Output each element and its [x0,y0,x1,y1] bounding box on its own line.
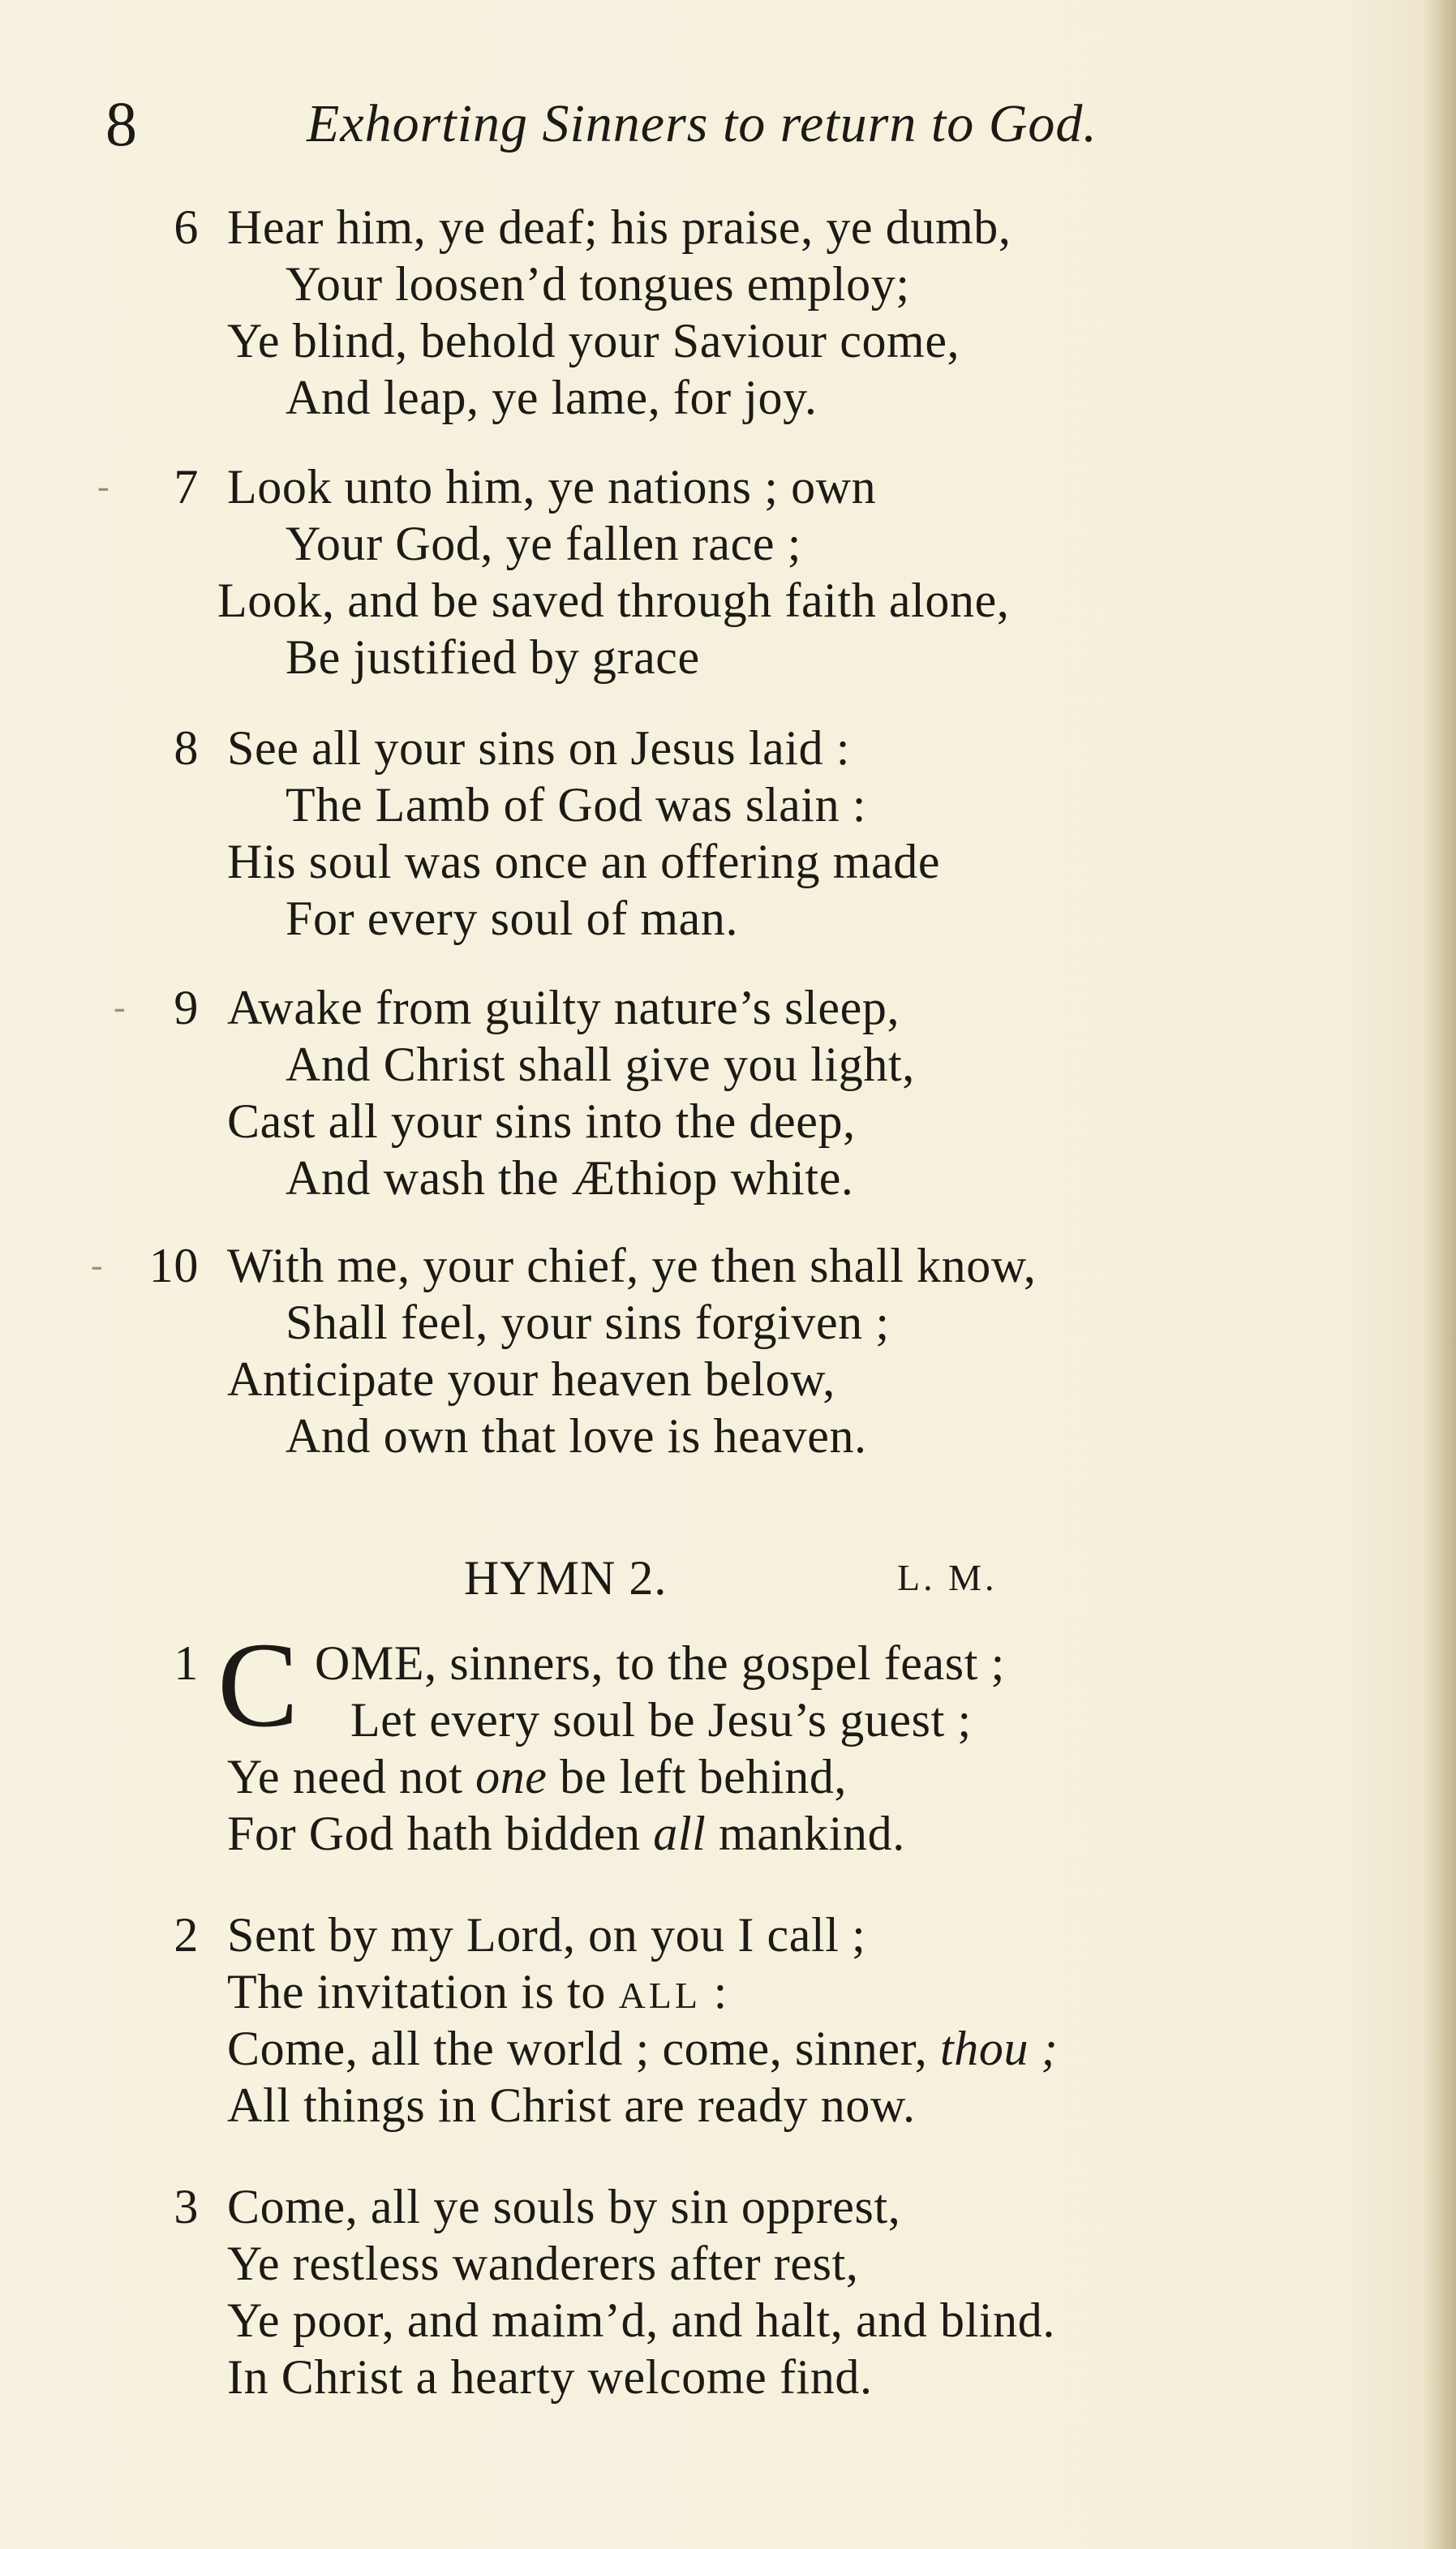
small-caps-text: ALL [618,1975,701,2016]
verse-text: Ye need not [227,1750,476,1803]
verse-line: See all your sins on Jesus laid : [227,721,851,775]
stanza-line [0,2077,1456,2134]
stanza-line [0,629,1456,686]
verse-text: mankind. [706,1807,905,1860]
stanza-line [0,1150,1456,1206]
stanza-line [0,720,1456,776]
verse-line: Let every soul be Jesu’s guest ; [350,1693,972,1747]
verse-line: Your God, ye fallen race ; [286,517,801,570]
stanza-number: 2 [174,1908,199,1962]
verse-line: And own that love is heaven. [286,1409,867,1463]
stanza-line [0,890,1456,947]
stanza-number: 1 [174,1636,199,1690]
stanza-line [0,2349,1456,2405]
verse-line [227,1748,847,1805]
verse-line: All things in Christ are ready now. [227,2078,916,2132]
verse-line: Ye blind, behold your Saviour come, [227,314,960,368]
stanza-line [0,199,1456,256]
stanza-line [0,2235,1456,2292]
verse-line: Ye poor, and maim’d, and halt, and blind. [227,2293,1055,2347]
stanza-line [0,1036,1456,1093]
stanza-line [0,312,1456,369]
stanza-line [0,1093,1456,1150]
verse-line [227,1805,905,1862]
verse-line: And leap, ye lame, for joy. [286,371,818,424]
stanza-number: 7 [174,460,199,514]
stanza-line [0,1805,1456,1862]
verse-line: Awake from guilty nature’s sleep, [227,981,900,1034]
running-head [105,88,1241,161]
hymn-heading [0,1545,1456,1610]
page-number: 8 [105,88,137,159]
stanza-line [0,1351,1456,1408]
verse-line: Hear him, ye deaf; his praise, ye dumb, [227,200,1011,254]
stanza-line [0,1963,1456,2020]
verse-text: Come, all the world ; come, sinner, [227,2022,941,2075]
verse-line: Cast all your sins into the deep, [227,1094,856,1148]
hymn-meter: L. M. [897,1557,998,1598]
stanza-line [0,515,1456,572]
drop-cap: C [217,1618,299,1752]
verse-line: Your loosen’d tongues employ; [286,257,910,311]
verse-line: In Christ a hearty welcome find. [227,2350,873,2404]
stanza-line [0,2292,1456,2349]
stanza-line [0,776,1456,833]
verse-line [227,1963,728,2024]
stanza-line [0,1408,1456,1464]
margin-mark: - [91,1245,103,1285]
verse-line: Look unto him, ye nations ; own [227,460,877,514]
stanza-line [0,1237,1456,1294]
verse-text: : [700,1965,728,2018]
stanza-line [0,833,1456,890]
stanza-line [0,458,1456,515]
stanza-number: 3 [174,2180,199,2233]
stanza-number: 6 [174,200,199,254]
hymn-title: HYMN 2. [464,1551,668,1605]
verse-line: Anticipate your heaven below, [227,1352,835,1406]
stanza-line [0,979,1456,1036]
verse-text: For God hath bidden [227,1807,654,1860]
stanza-line [0,1294,1456,1351]
stanza-line [0,1691,1456,1748]
margin-mark: - [97,466,110,506]
stanza-line [0,572,1456,629]
running-title: Exhorting Sinners to return to God. [307,94,1097,153]
verse-line: For every soul of man. [286,892,739,945]
verse-line: Shall feel, your sins forgiven ; [286,1296,890,1349]
verse-line: Sent by my Lord, on you I call ; [227,1908,866,1962]
stanza-number: 9 [174,981,199,1034]
emphasis-text: all [653,1807,707,1860]
stanza-number: 8 [174,721,199,775]
verse-line: OME, sinners, to the gospel feast ; [315,1636,1005,1690]
verse-line: And wash the Æthiop white. [286,1151,854,1205]
verse-line: Look, and be saved through faith alone, [217,574,1010,627]
stanza-line [0,256,1456,312]
verse-text: be left behind, [547,1750,848,1803]
verse-line: Be justified by grace [286,630,700,684]
verse-line: Ye restless wanderers after rest, [227,2237,859,2290]
margin-mark: - [114,987,126,1027]
emphasis-text: one [475,1750,548,1803]
verse-line: His soul was once an offering made [227,835,941,888]
verse-line: With me, your chief, ye then shall know, [227,1239,1037,1292]
stanza-line [0,2178,1456,2235]
stanza-line [0,1748,1456,1805]
verse-line [227,2020,1058,2077]
verse-text: The invitation is to [227,1965,619,2018]
stanza-line [0,369,1456,426]
emphasis-text: thou ; [940,2022,1059,2075]
stanza-line [0,2020,1456,2077]
verse-line: The Lamb of God was slain : [286,778,867,832]
verse-line: Come, all ye souls by sin opprest, [227,2180,901,2233]
verse-line: And Christ shall give you light, [286,1038,915,1091]
stanza-number: 10 [148,1239,199,1292]
stanza-line [0,1906,1456,1963]
stanza-line [0,1635,1456,1691]
